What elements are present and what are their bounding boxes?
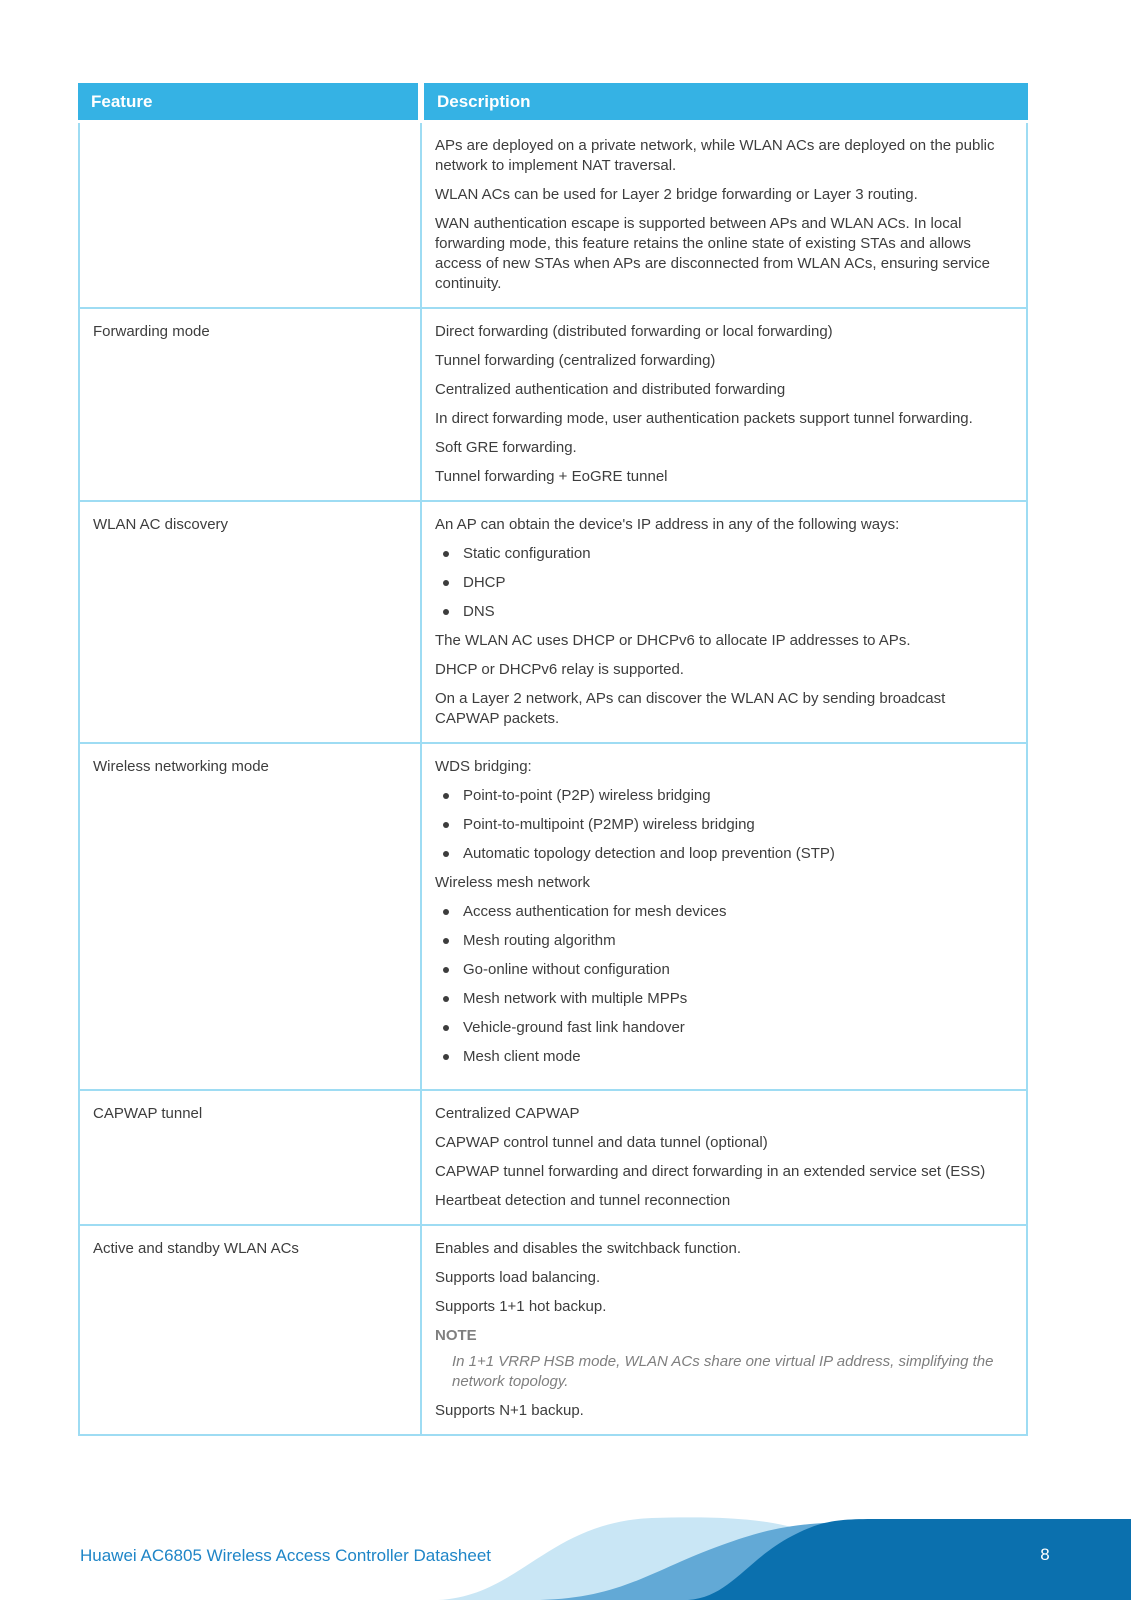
bullet-icon [443,822,449,828]
bullet-icon [443,938,449,944]
note-block [435,1326,1012,1392]
description-paragraph: APs are deployed on a private network, while WLAN ACs are deployed on the public network to implement NAT traversal. [435,137,995,174]
description-paragraph: Supports load balancing. [435,1269,601,1286]
bullet-icon [443,609,449,615]
bullet-icon [443,1025,449,1031]
description-cell [422,1226,1026,1434]
bullet-item [435,573,1012,593]
table-header-row [78,83,1028,120]
page-number: 8 [1040,1545,1050,1564]
bullet-text: Point-to-point (P2P) wireless bridging [463,787,711,804]
description-paragraph: In direct forwarding mode, user authentication packets support tunnel forwarding. [435,410,973,427]
bullet-text: DNS [463,603,495,620]
table-row [80,1224,1026,1434]
description-paragraph: CAPWAP control tunnel and data tunnel (optional) [435,1134,768,1151]
column-header-feature: Feature [78,83,418,120]
bullet-icon [443,580,449,586]
bullet-item [435,989,1012,1009]
description-paragraph: Soft GRE forwarding. [435,439,577,456]
feature-cell: Wireless networking mode [80,744,422,1089]
bullet-text: DHCP [463,574,506,591]
description-paragraph: DHCP or DHCPv6 relay is supported. [435,661,684,678]
bullet-text: Go-online without configuration [463,961,670,978]
bullet-item [435,960,1012,980]
bullet-text: Mesh client mode [463,1048,581,1065]
bullet-icon [443,551,449,557]
description-paragraph: An AP can obtain the device's IP address in any of the following ways: [435,516,900,533]
description-paragraph: Tunnel forwarding + EoGRE tunnel [435,468,668,485]
description-paragraph: Heartbeat detection and tunnel reconnection [435,1192,731,1209]
bullet-item [435,602,1012,622]
description-cell [422,502,1026,742]
bullet-item [435,544,1012,564]
bullet-item [435,1047,1012,1067]
bullet-icon [443,851,449,857]
footer-document-title: Huawei AC6805 Wireless Access Controller Datasheet [80,1546,492,1565]
bullet-icon [443,909,449,915]
bullet-icon [443,996,449,1002]
feature-cell: WLAN AC discovery [80,502,422,742]
description-paragraph: Wireless mesh network [435,874,591,891]
description-paragraph: Direct forwarding (distributed forwarding or local forwarding) [435,323,833,340]
bullet-text: Access authentication for mesh devices [463,903,727,920]
description-paragraph: On a Layer 2 network, APs can discover the WLAN AC by sending broadcast CAPWAP packets. [435,690,946,727]
description-paragraph: The WLAN AC uses DHCP or DHCPv6 to allocate IP addresses to APs. [435,632,911,649]
description-paragraph: WDS bridging: [435,758,532,775]
description-cell [422,309,1026,500]
bullet-item [435,844,1012,864]
feature-description-table [78,83,1028,1436]
description-paragraph: Centralized authentication and distributed forwarding [435,381,786,398]
description-paragraph: WLAN ACs can be used for Layer 2 bridge forwarding or Layer 3 routing. [435,186,918,203]
table-row [80,742,1026,1089]
table-body [78,123,1028,1436]
table-row [80,307,1026,500]
bullet-item [435,1018,1012,1038]
description-paragraph: Supports N+1 backup. [435,1402,584,1419]
description-cell [422,1091,1026,1224]
description-paragraph: WAN authentication escape is supported between APs and WLAN ACs. In local forwarding mode, this feature retains the online state of existing STAs and allows access of new STAs when APs are disconnected from WLAN ACs, ensuring service continuity. [435,215,990,292]
description-paragraph: Enables and disables the switchback function. [435,1240,742,1257]
bullet-icon [443,793,449,799]
bullet-item [435,902,1012,922]
feature-cell: Active and standby WLAN ACs [80,1226,422,1434]
bullet-text: Vehicle-ground fast link handover [463,1019,685,1036]
bullet-text: Automatic topology detection and loop prevention (STP) [463,845,835,862]
table-row [80,123,1026,307]
bullet-text: Mesh routing algorithm [463,932,616,949]
description-paragraph: CAPWAP tunnel forwarding and direct forwarding in an extended service set (ESS) [435,1163,986,1180]
feature-cell [80,123,422,307]
bullet-icon [443,967,449,973]
note-label: NOTE [435,1327,477,1344]
bullet-text: Mesh network with multiple MPPs [463,990,688,1007]
description-paragraph: Centralized CAPWAP [435,1105,580,1122]
feature-cell: CAPWAP tunnel [80,1091,422,1224]
description-cell [422,123,1026,307]
table-row [80,500,1026,742]
bullet-icon [443,1054,449,1060]
description-paragraph: Tunnel forwarding (centralized forwarding) [435,352,716,369]
table-row [80,1089,1026,1224]
bullet-item [435,815,1012,835]
bullet-text: Point-to-multipoint (P2MP) wireless bridging [463,816,755,833]
column-header-description: Description [424,83,1028,120]
note-text: In 1+1 VRRP HSB mode, WLAN ACs share one virtual IP address, simplifying the network topology. [452,1353,994,1390]
bullet-text: Static configuration [463,545,591,562]
description-cell [422,744,1026,1089]
feature-cell: Forwarding mode [80,309,422,500]
bullet-item [435,786,1012,806]
description-paragraph: Supports 1+1 hot backup. [435,1298,607,1315]
bullet-item [435,931,1012,951]
